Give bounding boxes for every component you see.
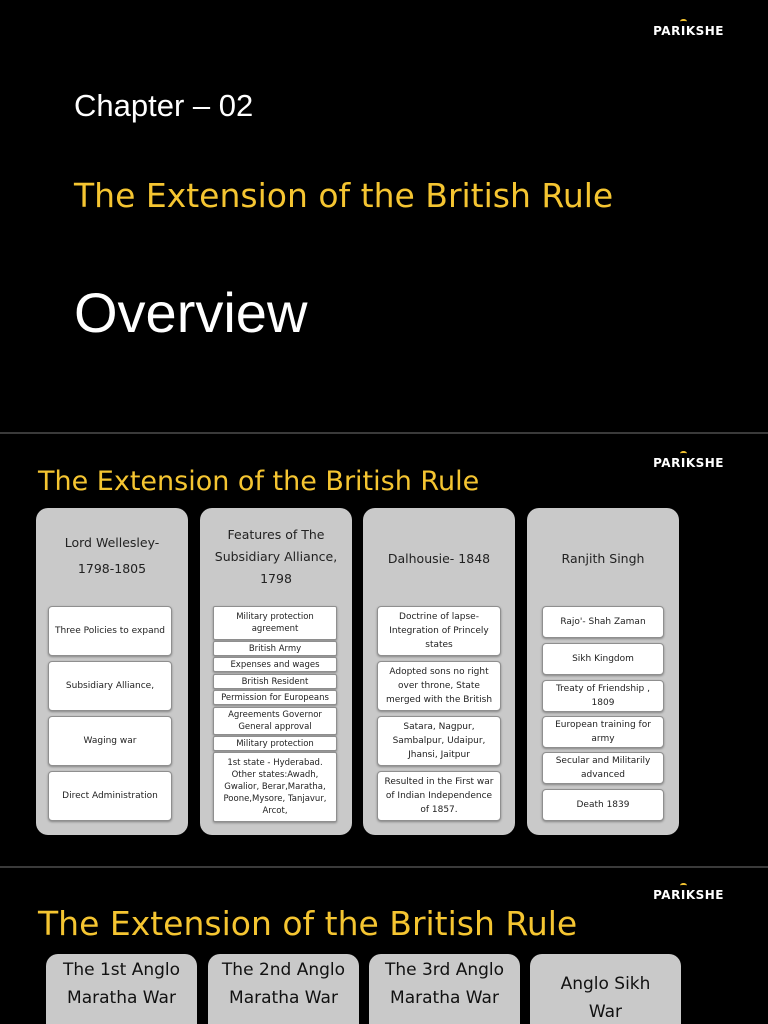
war-card-first-anglo-maratha: The 1st Anglo Maratha War: [46, 954, 197, 1024]
list-item: Sikh Kingdom: [542, 643, 664, 675]
list-item: Adopted sons no right over throne, State merged with the British: [377, 661, 501, 711]
pariksha-logo: PARIKSHE: [653, 888, 724, 902]
list-item: British Army: [213, 641, 337, 656]
column-subsidiary-alliance: [200, 508, 352, 835]
list-item: Treaty of Friendship , 1809: [542, 680, 664, 712]
column-ranjith-singh: [527, 508, 679, 835]
pariksha-logo: PARIKSHE: [653, 456, 724, 470]
slide-title: The Extension of the British Rule: [38, 466, 480, 497]
column-heading: Ranjith Singh: [561, 551, 645, 566]
war-card-second-anglo-maratha: The 2nd Anglo Maratha War: [208, 954, 359, 1024]
list-item: 1st state - Hyderabad. Other states:Awadh, Gwalior, Berar,Maratha, Poone,Mysore, Tanjavur, Arcot,: [213, 752, 337, 822]
list-item: European training for army: [542, 716, 664, 748]
column-heading: Features of The Subsidiary Alliance, 1798: [214, 527, 338, 586]
list-item: Waging war: [48, 716, 172, 766]
column-heading: Lord Wellesley- 1798-1805: [64, 535, 160, 576]
list-item: Secular and Militarily advanced: [542, 752, 664, 784]
list-item: British Resident: [213, 674, 337, 689]
list-item: Resulted in the First war of Indian Independence of 1857.: [377, 771, 501, 821]
list-item: Military protection agreement: [213, 606, 337, 640]
war-card-third-anglo-maratha: The 3rd Anglo Maratha War: [369, 954, 520, 1024]
list-item: Three Policies to expand: [48, 606, 172, 656]
list-item: Direct Administration: [48, 771, 172, 821]
chapter-label: Chapter – 02: [74, 88, 254, 123]
war-card-anglo-sikh: Anglo Sikh War: [530, 954, 681, 1024]
list-item: Doctrine of lapse- Integration of Princely states: [377, 606, 501, 656]
list-item: Satara, Nagpur, Sambalpur, Udaipur, Jhansi, Jaitpur: [377, 716, 501, 766]
pariksha-logo: PARIKSHE: [653, 24, 724, 38]
wars-slide: [0, 868, 768, 1024]
features-slide: [0, 434, 768, 866]
list-item: Rajo'- Shah Zaman: [542, 606, 664, 638]
title-slide: [0, 0, 768, 432]
chapter-title: The Extension of the British Rule: [74, 176, 614, 215]
list-item: Subsidiary Alliance,: [48, 661, 172, 711]
list-item: Military protection: [213, 736, 337, 751]
list-item: Permission for Europeans: [213, 690, 337, 705]
list-item: Death 1839: [542, 789, 664, 821]
column-heading: Dalhousie- 1848: [387, 551, 491, 566]
list-item: Agreements Governor General approval: [213, 707, 337, 735]
column-dalhousie: [363, 508, 515, 835]
column-wellesley: [36, 508, 188, 835]
list-item: Expenses and wages: [213, 657, 337, 672]
overview-heading: Overview: [74, 281, 308, 344]
slide-title: The Extension of the British Rule: [38, 904, 578, 943]
